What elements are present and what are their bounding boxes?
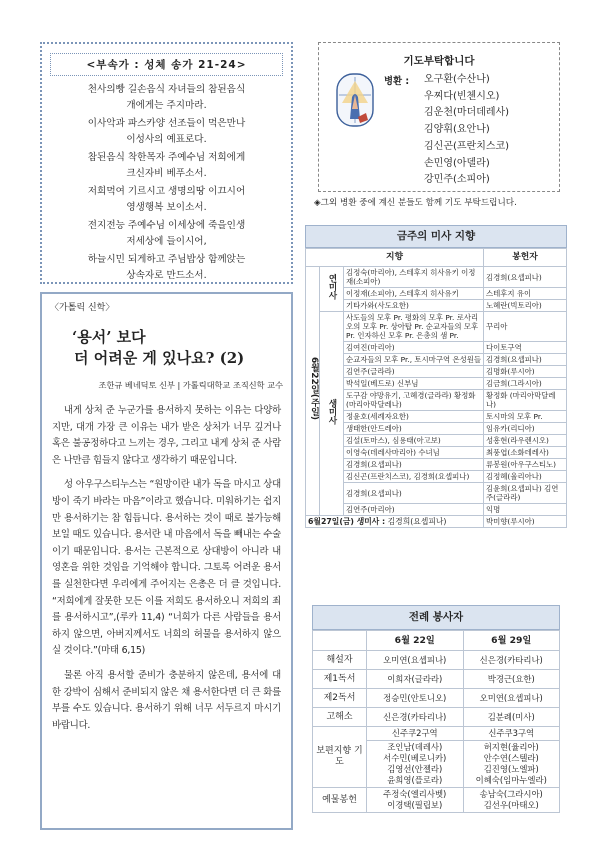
table-row: 도구감 야망유기, 고혜경(글라라) 황정화(마리아막달레나) 황정화 (마리아막달레나): [306, 390, 567, 411]
hymn-verses: [42, 82, 291, 283]
table-row: 제1독서 이희자(글라라) 박경근(요한): [313, 670, 560, 689]
mass-header-row: [306, 249, 567, 267]
mass-table: [305, 248, 567, 528]
mass-group-living: 생미사: [320, 312, 344, 516]
mass-date: 6월22일(주일): [306, 267, 320, 516]
hymn-verse: 하늘시민 되게하고 주님밥상 함께앉는 상속자로 만드소서.: [87, 254, 246, 281]
article-category: 〈가톨릭 신학〉: [50, 303, 115, 313]
mass-group-deceased: 연미사: [320, 267, 344, 312]
minister-title: 전례 봉사자: [312, 605, 560, 630]
prayer-title: 기도부탁합니다: [403, 55, 475, 67]
table-row: 이영숙(데레사마리아) 수녀님 최풍엽(소화데레사): [306, 447, 567, 459]
table-row: 보편지향 기도 신주쿠2구역 신주쿠3구역: [313, 727, 560, 741]
minister-table: [312, 630, 560, 813]
prayer-name: 우찌다(빈첸시오): [424, 90, 500, 102]
prayer-name: 김양휘(요안나): [424, 124, 490, 136]
table-row: 조인남(데레사) 서수민(베로니카) 김영선(안젤라) 윤희영(플로라) 허지현(율리아) 안수연(스텔라) 김진영(노엘파) 이혜숙(임마누엘라): [313, 741, 560, 788]
prayer-name: 김신곤(프란치스코): [424, 140, 510, 152]
article-paragraph: 물론 아직 용서할 준비가 충분하지 않은데, 용서에 대한 강박이 심해서 준비되지 않은 채 용서한다면 더 큰 화를 부를 수도 있습니다. 용서하기 위해 너무 서두르지 마시기 바랍니다.: [52, 669, 281, 731]
table-row: 박석일(베드로) 신부님 김금희(그라시아): [306, 378, 567, 390]
article-title-line2: 더 어려운 게 있나요? (2): [74, 349, 245, 367]
article-title: [72, 327, 291, 369]
table-row: 생미사 사도들의 모후 Pr. 평화의 모후 Pr. 로사리오의 모후 Pr. 상아탑 Pr. 순교자들의 모후 Pr. 인자하신 모후 Pr. 은총의 샘 Pr. 꾸리아: [306, 312, 567, 342]
prayer-name: 손민영(아델라): [424, 157, 490, 169]
prayer-names: [424, 72, 509, 189]
table-row: 김경희(요셉피나) 류봉원(아우구스티노): [306, 459, 567, 471]
table-row: 김설(토마스), 심용태(아고보) 성흥현(라우렌시오): [306, 435, 567, 447]
hymn-verse: 저희먹여 기르시고 생명의땅 이끄시어 영생행복 보이소서.: [87, 186, 246, 213]
hymn-verse: 이사악과 파스카양 선조들이 먹은만나 이성사의 예표로다.: [87, 118, 246, 145]
mass-col-offerer: 봉헌자: [484, 249, 567, 267]
article-paragraph: 내게 상처 준 누군가를 용서하지 못하는 이유는 다양하지만, 대개 가장 큰 이유는 내가 받은 상처가 너무 깊거나 혹은 불공정하다고 느끼는 경우, 그리고 내게 상처 준 사람은 나만큼 힘들지 않다고 생각하기 때문입니다.: [52, 405, 281, 466]
prayer-label: 병환 :: [384, 76, 410, 87]
table-row: 이정재(소피아), 스테후지 히사유키 스테후지 유이: [306, 288, 567, 300]
hymn-verse: 천사의빵 길손음식 자녀들의 참된음식 개에게는 주지마라.: [87, 84, 246, 111]
article-title-line1: ‘용서’ 보다: [72, 328, 146, 346]
article-author: 조한규 베네딕토 신부 | 가톨릭대학교 조직신학 교수: [98, 380, 283, 390]
prayer-name: 김운천(마더데레사): [424, 107, 510, 119]
table-row: 예물봉헌 주정숙(엘리사벳) 이경택(필립보) 송남숙(그라시아) 김선우(마태오): [313, 788, 560, 813]
table-row: 6월22일(주일) 연미사 김정숙(마리아), 스테후지 히사유키 이정재(소피아) 김경희(요셉피나): [306, 267, 567, 288]
prayer-name: 오구환(수산나): [424, 74, 490, 85]
table-row: 김경희(요셉피나) 김윤희(요셉피나) 김연주(글라라): [306, 483, 567, 504]
minister-col-date1: 6월 22일: [367, 631, 464, 651]
minister-header-row: [313, 631, 560, 651]
table-row: 김신곤(프란치스코), 김경희(요셉피나) 김정혜(율리아나): [306, 471, 567, 483]
table-row: 김연주(마리아) 익명: [306, 504, 567, 516]
minister-col-date2: 6월 29일: [463, 631, 560, 651]
table-row: 고해소 신은경(카타리나) 김분례(미사): [313, 708, 560, 727]
table-row: 생태한(안드레아) 임유카(리디아): [306, 423, 567, 435]
mass-title: 금주의 미사 지향: [305, 225, 567, 248]
liturgy-ministers: [312, 605, 560, 830]
mass-col-intent: 지향: [306, 249, 484, 267]
mass-intentions: [305, 225, 567, 593]
table-row: 김연주(글라라) 김명화(루시아): [306, 366, 567, 378]
table-row: 순교자들의 모후 Pr., 토시마구역 온성원들 김경희(요셉피나): [306, 354, 567, 366]
hymn-heading: <부속가 : 성체 송가 21-24>: [50, 53, 283, 76]
table-row: 제2독서 정승민(안토니오) 오미연(요셉피나): [313, 689, 560, 708]
table-row: 해설자 오미연(요셉피나) 신은경(카타리나): [313, 651, 560, 670]
prayer-name: 강민주(소피아): [424, 174, 490, 186]
article-paragraph: 성 아우구스티누스는 “원망이란 내가 독을 마시고 상대방이 죽기 바라는 마음”이라고 했습니다. 미워하기는 쉽지만 용서하기는 참 힘듭니다. 용서하는 것이 때로 불가능해 보일 때도 있습니다. 용서란 내 마음에서 독을 빼내는 수술이기 때문입니다. 용서는 근본적으로 상대방이 아니라 내 영혼을 위한 것임을 기억해야 합니다. 그토록 어려운 용서를 실천한다면 우리에게 주어지는 은총은 더 클 것입니다. “저희에게 잘못한 모든 이를 저희도 용서하오니 저희의 죄를 용서하시고”,(루카 11,4) “너희가 다른 사람들을 용서하지 않으면, 아버지께서도 너희의 허물을 용서하지 않으실 것이다.”(마태 6,15): [52, 479, 281, 657]
praying-hands-icon: [336, 73, 374, 127]
communion-hymn-box: [40, 42, 293, 284]
table-row: 기타가와(사도요한) 노혜란(빅토리아): [306, 300, 567, 312]
prayer-note: ◈그외 병환 중에 계신 분들도 함께 기도 부탁드립니다.: [314, 198, 517, 208]
mass-footer-row: 6월27일(금) 생미사 : 김경희(요셉피나) 박미향(루시아): [306, 516, 567, 528]
hymn-verse: 참된음식 착한목자 주예수님 저희에게 크신자비 베푸소서.: [87, 152, 246, 179]
table-row: 정윤호(세례자요한) 토시마의 모후 Pr.: [306, 411, 567, 423]
prayer-request-box: [318, 42, 560, 192]
hymn-verse: 전지전능 주예수님 이세상에 죽을인생 저세상에 들이시어,: [87, 220, 246, 247]
table-row: 김여진(마리아) 다이토구역: [306, 342, 567, 354]
theology-article: [40, 292, 293, 830]
